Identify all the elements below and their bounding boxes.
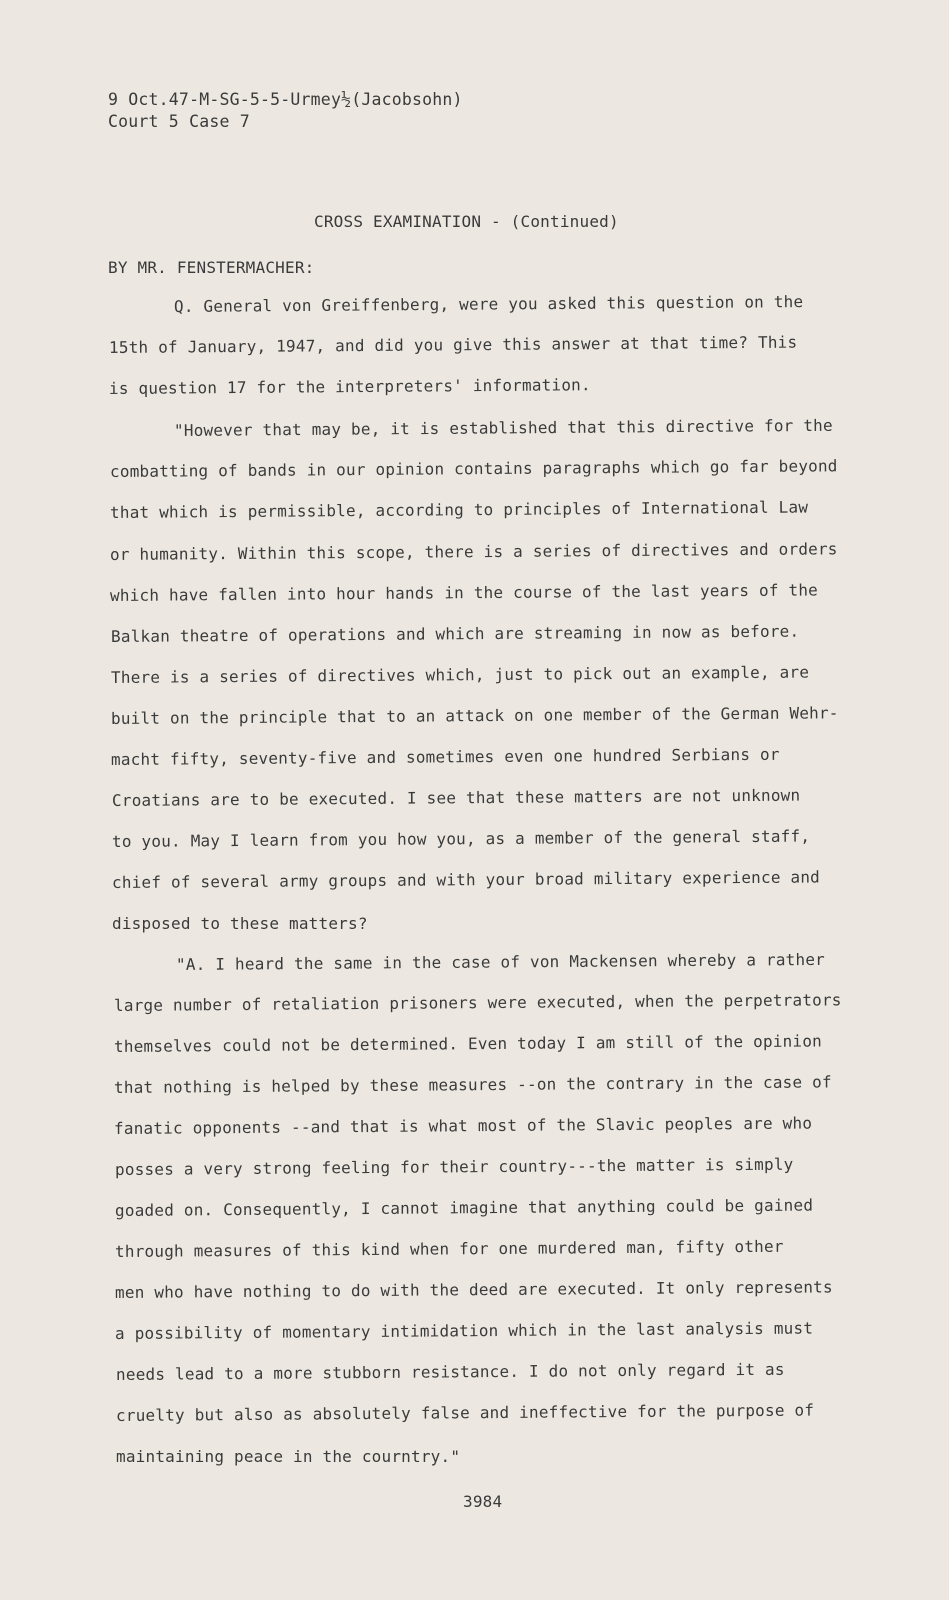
quote-q-line: Croatians are to be executed. I see that these matters are not unknown: [111, 785, 801, 810]
quote-q-line: built on the principle that to an attack on one member of the German Wehr-: [110, 703, 839, 728]
quote-q-line: disposed to these matters?: [112, 914, 368, 933]
quote-q-line: that which is permissible, according to principles of International Law: [109, 497, 809, 522]
quote-q-line: or humanity. Within this scope, there is a series of directives and orders: [109, 539, 838, 564]
question-line: Q. General von Greiffenberg, were you asked this question on the: [173, 292, 804, 316]
quote-a-line: cruelty but also as absolutely false and ineffective for the purpose of: [115, 1400, 815, 1425]
quote-a-line: needs lead to a more stubborn resistance. I do not only regard it as: [115, 1359, 785, 1384]
quote-a-line: "A. I heard the same in the case of von Mackensen whereby a rather: [175, 949, 826, 974]
quote-a-line: large number of retaliation prisoners were executed, when the perpetrators: [113, 990, 842, 1015]
header-reference: 9 Oct.47-M-SG-5-5-Urmey½(Jacobsohn): [108, 90, 463, 109]
quote-q-line: combatting of bands in our opinion contains paragraphs which go far beyond: [109, 456, 838, 481]
header-court: Court 5 Case 7: [108, 112, 250, 131]
page-number: 3984: [463, 1492, 503, 1511]
quote-q-line: to you. May I learn from you how you, as a member of the general staff,: [111, 826, 811, 851]
quote-q-line: chief of several army groups and with your broad military experience and: [111, 867, 821, 892]
quote-q-line: "However that may be, it is established that this directive for the: [173, 415, 833, 440]
quote-a-line: maintaining peace in the courntry.": [116, 1447, 461, 1466]
quote-a-line: a possibility of momentary intimidation which in the last analysis must: [114, 1318, 814, 1343]
examiner-line: BY MR. FENSTERMACHER:: [108, 258, 315, 277]
quote-q-line: macht fifty, seventy-five and sometimes even one hundred Serbians or: [110, 744, 780, 769]
section-title: CROSS EXAMINATION - (Continued): [314, 212, 619, 231]
quote-a-line: men who have nothing to do with the deed are executed. It only represents: [114, 1277, 833, 1302]
quote-a-line: goaded on. Consequently, I cannot imagine that anything could be gained: [114, 1195, 814, 1220]
quote-q-line: which have fallen into hour hands in the course of the last years of the: [109, 580, 819, 605]
quote-a-line: posses a very strong feeling for their country---the matter is simply: [114, 1154, 794, 1179]
quote-a-line: through measures of this kind when for one murdered man, fifty other: [114, 1236, 784, 1261]
quote-a-line: themselves could not be determined. Even today I am still of the opinion: [113, 1031, 823, 1056]
question-line: 15th of January, 1947, and did you give this answer at that time? This: [108, 332, 798, 357]
question-line: is question 17 for the interpreters' information.: [108, 375, 591, 398]
quote-q-line: There is a series of directives which, just to pick out an example, are: [110, 662, 810, 687]
quote-a-line: that nothing is helped by these measures --on the contrary in the case of: [113, 1072, 832, 1097]
quote-a-line: fanatic opponents --and that is what most of the Slavic peoples are who: [113, 1113, 813, 1138]
quote-q-line: Balkan theatre of operations and which are streaming in now as before.: [110, 621, 800, 646]
